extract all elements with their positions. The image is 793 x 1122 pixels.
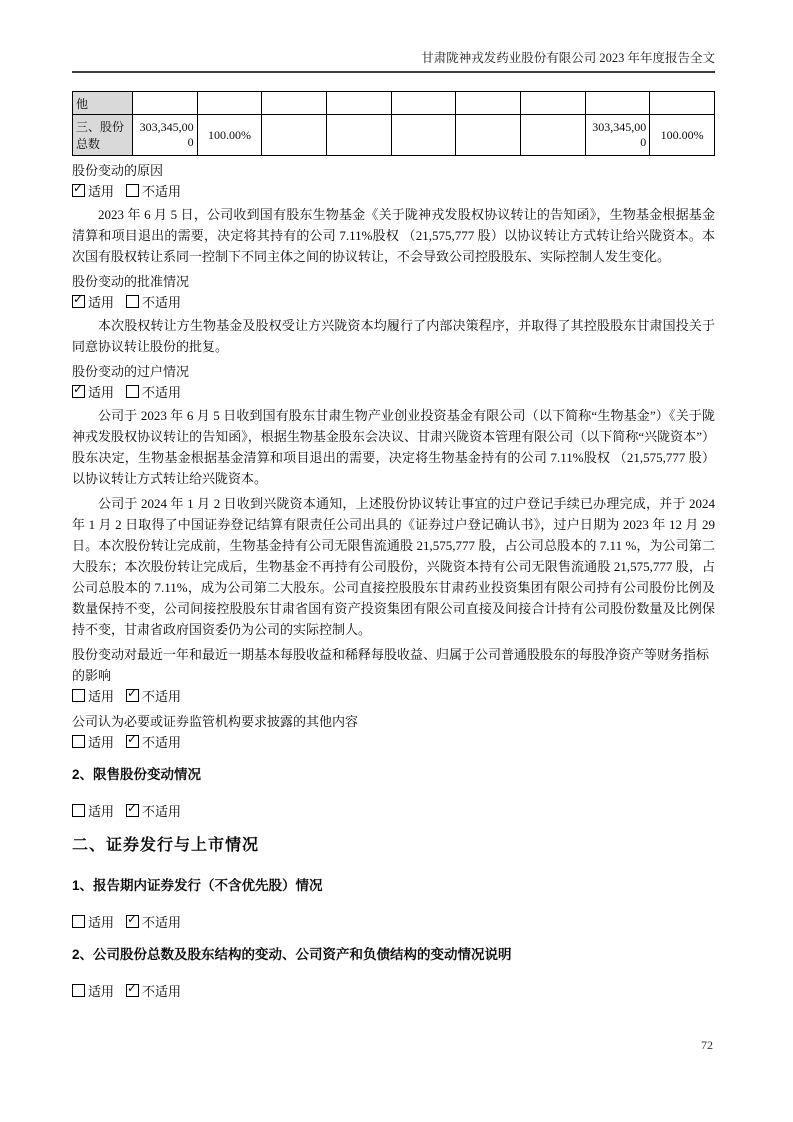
table-cell [391, 115, 456, 156]
paragraph-approval: 本次股权转让方生物基金及股权受让方兴陇资本均履行了内部决策程序，并取得了其控股股东甘肃国投关于同意协议转让股份的批复。 [72, 318, 715, 354]
table-row [73, 92, 715, 115]
checkbox-not-applicable-icon [126, 184, 139, 197]
table-cell [456, 115, 521, 156]
checkbox-applicable-icon [72, 735, 85, 748]
heading-securities-issuance: 二、证券发行与上市情况 [72, 837, 260, 854]
table-cell-pct-before: 100.00% [197, 115, 262, 156]
checkbox-not-applicable-icon [126, 385, 139, 398]
applicability-row-transfer [72, 382, 715, 403]
applicable-label: 适用 [88, 735, 115, 750]
table-cell [133, 92, 198, 115]
applicable-label: 适用 [88, 915, 115, 930]
applicable-label: 适用 [88, 804, 115, 819]
checkbox-applicable-icon [72, 984, 85, 997]
heading-restricted-shares: 2、限售股份变动情况 [72, 767, 202, 782]
checkbox-applicable-icon [72, 915, 85, 928]
applicable-label: 适用 [88, 689, 115, 704]
label-eps-impact: 股份变动对最近一年和最近一期基本每股收益和稀释每股收益、归属于公司普通股股东的每股净资产等财务指标的影响 [72, 647, 710, 683]
not-applicable-label: 不适用 [142, 184, 182, 199]
checkbox-not-applicable-icon: ✓ [127, 981, 138, 995]
applicability-row-structure-change [72, 981, 715, 1002]
not-applicable-label: 不适用 [142, 295, 182, 310]
applicable-label: 适用 [88, 984, 115, 999]
table-cell [650, 92, 715, 115]
header-rule [72, 71, 715, 73]
paragraph-transfer-2: 公司于 2024 年 1 月 2 日收到兴陇资本通知，上述股份协议转让事宜的过户登记手续已办理完成，并于 2024 年 1 月 2 日取得了中国证券登记结算有限责任公司出具的《证券过户登记确认书》，过户日期为 2023 年 12 月 29 日。本次股份转让完成前，生物基金持有公司无限售流通股 21,575,777 股，占公司总股本的 7.11 %，为公司第二大股东；本次股份转让完成后，生物基金不再持有公司股份，兴陇资本持有公司无限售流通股 21,575,777 股，占公司总股本的 7.11%，成为公司第二大股东。公司直接控股股东甘肃药业投资集团有限公司持有公司股份比例及数量保持不变，公司间接控股股东甘肃省国有资产投资集团有限公司直接及间接合计持有公司股份数量及比例保持不变，甘肃省政府国资委仍为公司的实际控制人。 [72, 496, 715, 637]
table-cell [197, 92, 262, 115]
checkbox-applicable-icon [72, 689, 85, 702]
table-cell [391, 92, 456, 115]
label-other-disclosure: 公司认为必要或证券监管机构要求披露的其他内容 [72, 714, 359, 729]
checkbox-applicable-icon [72, 804, 85, 817]
page-number: 72 [701, 1038, 713, 1052]
table-cell-total-after: 303,345,000 [585, 115, 650, 156]
heading-share-structure-change: 2、公司股份总数及股东结构的变动、公司资产和负债结构的变动情况说明 [72, 947, 512, 962]
table-cell [456, 92, 521, 115]
row-label-cell: 他 [73, 92, 133, 115]
label-change-reason: 股份变动的原因 [72, 163, 164, 178]
table-cell [585, 92, 650, 115]
applicability-row-other [72, 732, 715, 753]
label-approval: 股份变动的批准情况 [72, 274, 190, 289]
applicable-label: 适用 [88, 295, 115, 310]
page-header-title: 甘肃陇神戎发药业股份有限公司 2023 年年度报告全文 [421, 51, 715, 65]
checkbox-not-applicable-icon: ✓ [127, 801, 138, 815]
row-label-cell: 三、股份总数 [73, 115, 133, 156]
table-cell [326, 92, 391, 115]
checkbox-applicable-icon: ✓ [73, 181, 84, 195]
heading-issuance-in-period: 1、报告期内证券发行（不含优先股）情况 [72, 878, 323, 893]
table-row-total-shares [73, 115, 715, 156]
applicability-row-reason [72, 181, 715, 202]
not-applicable-label: 不适用 [142, 804, 182, 819]
table-cell [326, 115, 391, 156]
label-transfer: 股份变动的过户情况 [72, 364, 190, 379]
paragraph-change-reason: 2023 年 6 月 5 日，公司收到国有股东生物基金《关于陇神戎发股权协议转让的告知函》，生物基金根据基金清算和项目退出的需要，决定将其持有的公司 7.11%股权 （21,575,777 股）以协议转让方式转让给兴陇资本。本次国有股权转让系同一控制下不同主体之间的协议转让，不会导致公司控股股东、实际控制人发生变化。 [72, 207, 715, 264]
table-cell-total-before: 303,345,000 [133, 115, 198, 156]
table-cell-pct-after: 100.00% [650, 115, 715, 156]
table-cell [262, 92, 327, 115]
applicable-label: 适用 [88, 385, 115, 400]
applicability-row-impact [72, 686, 715, 707]
checkbox-applicable-icon: ✓ [73, 382, 84, 396]
table-cell [262, 115, 327, 156]
not-applicable-label: 不适用 [142, 689, 182, 704]
not-applicable-label: 不适用 [142, 915, 182, 930]
share-structure-table [72, 91, 715, 156]
checkbox-not-applicable-icon: ✓ [127, 686, 138, 700]
applicability-row-restricted [72, 801, 715, 822]
not-applicable-label: 不适用 [142, 735, 182, 750]
applicable-label: 适用 [88, 184, 115, 199]
not-applicable-label: 不适用 [142, 984, 182, 999]
not-applicable-label: 不适用 [142, 385, 182, 400]
checkbox-not-applicable-icon: ✓ [127, 732, 138, 746]
applicability-row-approval [72, 292, 715, 313]
applicability-row-issuance [72, 912, 715, 933]
table-cell [520, 92, 585, 115]
checkbox-applicable-icon: ✓ [73, 292, 84, 306]
checkbox-not-applicable-icon [126, 295, 139, 308]
paragraph-transfer-1: 公司于 2023 年 6 月 5 日收到国有股东甘肃生物产业创业投资基金有限公司（以下简称“生物基金”）《关于陇神戎发股权协议转让的告知函》，根据生物基金股东会决议、甘肃兴陇资本管理有限公司（以下简称“兴陇资本”）股东决定，生物基金根据基金清算和项目退出的需要，决定将生物基金持有的公司 7.11%股权 （21,575,777 股）以协议转让方式转让给兴陇资本。 [72, 408, 715, 486]
checkbox-not-applicable-icon: ✓ [127, 912, 138, 926]
table-cell [520, 115, 585, 156]
